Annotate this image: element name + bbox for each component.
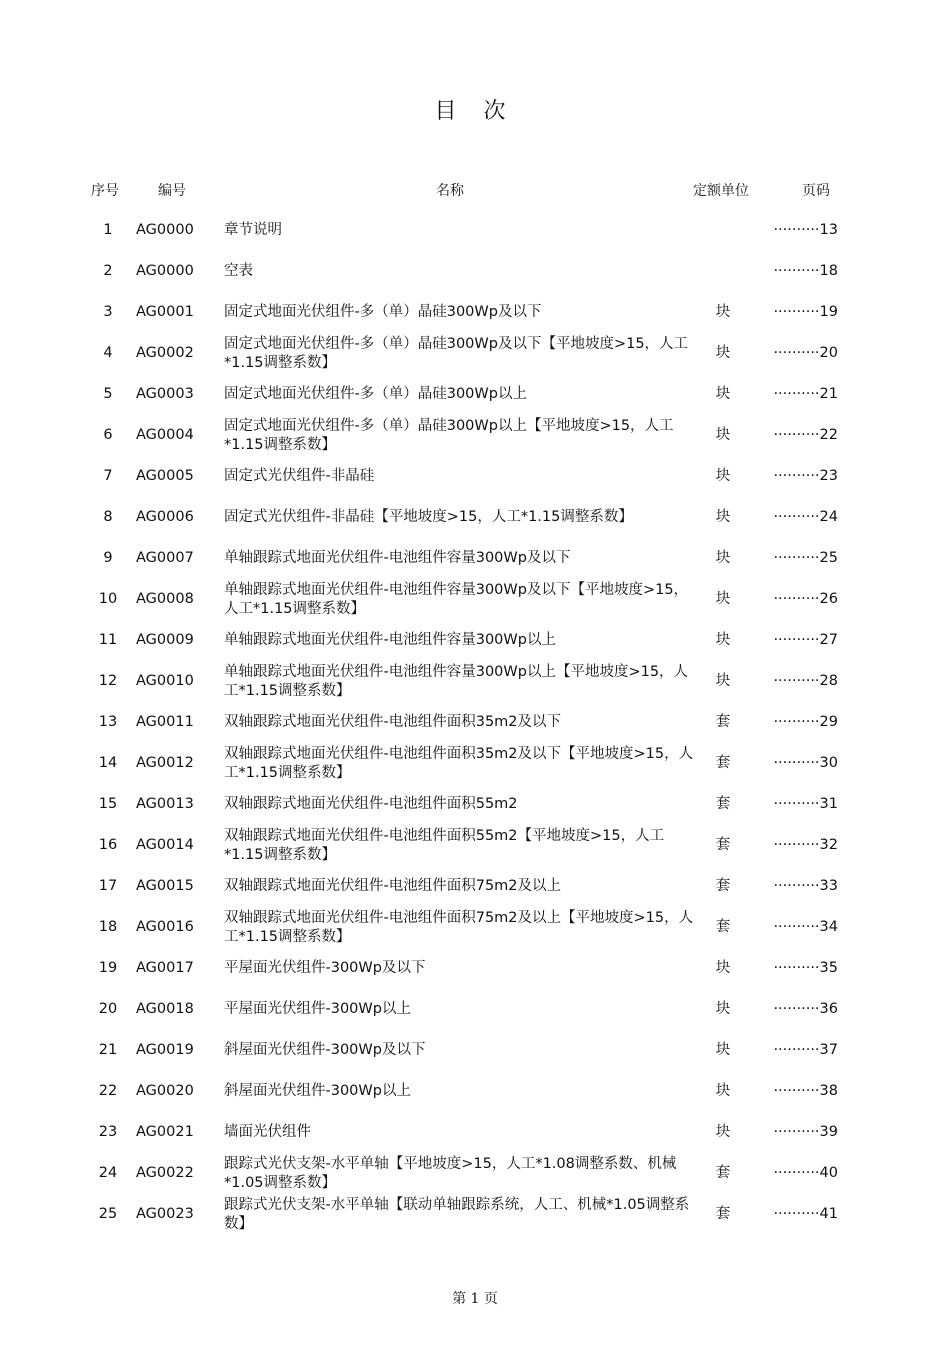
row-seq: 15 [98,796,118,812]
row-name: 固定式地面光伏组件-多（单）晶硅300Wp以上【平地坡度>15，人工*1.15调整系数】 [224,417,674,453]
row-unit: 块 [715,591,731,607]
row-name: 单轴跟踪式地面光伏组件-电池组件容量300Wp及以下【平地坡度>15，人工*1.15调整系数】 [224,581,689,617]
row-page: ··········32 [773,837,838,853]
row-page: ··········24 [773,509,838,525]
header-page: 页码 [802,183,830,199]
row-unit: 块 [715,1001,731,1017]
row-name: 单轴跟踪式地面光伏组件-电池组件容量300Wp以上【平地坡度>15，人工*1.15调整系数】 [224,663,689,699]
row-page: ··········21 [773,386,838,402]
row-name: 平屋面光伏组件-300Wp及以下 [224,960,426,976]
table-row[interactable] [88,1030,838,1071]
table-row[interactable] [88,784,838,825]
row-code: AG0021 [136,1124,194,1140]
table-row[interactable] [88,620,838,661]
row-seq: 13 [98,714,118,730]
row-code: AG0004 [136,427,194,443]
row-unit: 块 [715,673,731,689]
row-code: AG0019 [136,1042,194,1058]
row-name: 单轴跟踪式地面光伏组件-电池组件容量300Wp以上 [224,632,556,648]
row-unit: 块 [715,550,731,566]
table-row[interactable] [88,702,838,743]
row-seq: 8 [103,509,113,525]
row-name: 单轴跟踪式地面光伏组件-电池组件容量300Wp及以下 [224,550,571,566]
table-row[interactable] [88,907,838,948]
row-code: AG0012 [136,755,194,771]
row-name: 固定式地面光伏组件-多（单）晶硅300Wp及以下【平地坡度>15，人工*1.15调整系数】 [224,335,689,371]
row-unit: 套 [715,919,731,935]
page-title: 目 次 [434,99,516,124]
row-unit: 套 [715,837,731,853]
row-code: AG0001 [136,304,194,320]
row-code: AG0020 [136,1083,194,1099]
row-seq: 18 [98,919,118,935]
row-seq: 25 [98,1206,118,1222]
row-name: 双轴跟踪式地面光伏组件-电池组件面积35m2及以下 [224,714,562,730]
table-row[interactable] [88,415,838,456]
row-name: 固定式地面光伏组件-多（单）晶硅300Wp及以下 [224,304,542,320]
row-page: ··········41 [773,1206,838,1222]
row-page: ··········37 [773,1042,838,1058]
row-unit: 块 [715,632,731,648]
row-seq: 19 [98,960,118,976]
row-seq: 23 [98,1124,118,1140]
table-row[interactable] [88,1071,838,1112]
row-code: AG0009 [136,632,194,648]
row-page: ··········23 [773,468,838,484]
row-code: AG0000 [136,263,194,279]
row-name: 平屋面光伏组件-300Wp以上 [224,1001,411,1017]
table-row[interactable] [88,456,838,497]
table-row[interactable] [88,825,838,866]
row-page: ··········22 [773,427,838,443]
table-row[interactable] [88,579,838,620]
row-seq: 1 [103,222,113,238]
row-code: AG0008 [136,591,194,607]
row-unit: 套 [715,1165,731,1181]
row-unit: 套 [715,755,731,771]
row-code: AG0006 [136,509,194,525]
row-seq: 17 [98,878,118,894]
row-seq: 16 [98,837,118,853]
table-row[interactable] [88,866,838,907]
row-page: ··········27 [773,632,838,648]
table-header [0,180,950,202]
row-page: ··········38 [773,1083,838,1099]
row-page: ··········20 [773,345,838,361]
row-unit: 块 [715,960,731,976]
row-code: AG0002 [136,345,194,361]
row-name: 章节说明 [224,222,282,238]
row-code: AG0023 [136,1206,194,1222]
row-unit: 块 [715,345,731,361]
table-row[interactable] [88,948,838,989]
table-row[interactable] [88,743,838,784]
row-name: 跟踪式光伏支架-水平单轴【平地坡度>15，人工*1.08调整系数、机械*1.05调整系数】 [224,1155,677,1191]
toc-table [88,210,838,1235]
row-unit: 套 [715,1206,731,1222]
table-row[interactable] [88,251,838,292]
row-code: AG0022 [136,1165,194,1181]
row-unit: 套 [715,878,731,894]
table-row[interactable] [88,1153,838,1194]
row-code: AG0003 [136,386,194,402]
table-row[interactable] [88,292,838,333]
row-name: 固定式光伏组件-非晶硅 [224,468,375,484]
row-name: 双轴跟踪式地面光伏组件-电池组件面积75m2及以上【平地坡度>15，人工*1.15调整系数】 [224,909,694,945]
row-name: 双轴跟踪式地面光伏组件-电池组件面积35m2及以下【平地坡度>15，人工*1.15调整系数】 [224,745,694,781]
header-unit: 定额单位 [693,183,749,199]
row-unit: 块 [715,1124,731,1140]
row-code: AG0010 [136,673,194,689]
row-seq: 11 [98,632,118,648]
row-page: ··········26 [773,591,838,607]
row-seq: 20 [98,1001,118,1017]
row-code: AG0007 [136,550,194,566]
row-unit: 块 [715,468,731,484]
row-code: AG0005 [136,468,194,484]
row-page: ··········29 [773,714,838,730]
row-code: AG0017 [136,960,194,976]
row-name: 固定式光伏组件-非晶硅【平地坡度>15，人工*1.15调整系数】 [224,509,633,525]
row-seq: 3 [103,304,113,320]
header-name: 名称 [436,183,464,199]
row-seq: 5 [103,386,113,402]
row-name: 斜屋面光伏组件-300Wp以上 [224,1083,411,1099]
row-page: ··········28 [773,673,838,689]
row-unit [698,210,748,251]
row-unit: 块 [715,509,731,525]
row-code: AG0014 [136,837,194,853]
row-seq: 9 [103,550,113,566]
header-seq: 序号 [91,183,119,199]
row-unit [698,251,748,292]
row-page: ··········33 [773,878,838,894]
row-page: ··········19 [773,304,838,320]
row-seq: 12 [98,673,118,689]
page-number: 第 1 页 [452,1291,498,1307]
row-seq: 4 [103,345,113,361]
row-name: 双轴跟踪式地面光伏组件-电池组件面积75m2及以上 [224,878,562,894]
row-code: AG0016 [136,919,194,935]
row-unit: 块 [715,1042,731,1058]
row-unit: 块 [715,1083,731,1099]
row-page: ··········36 [773,1001,838,1017]
row-name: 跟踪式光伏支架-水平单轴【联动单轴跟踪系统，人工、机械*1.05调整系数】 [224,1196,690,1232]
row-seq: 10 [98,591,118,607]
table-row[interactable] [88,989,838,1030]
row-page: ··········13 [773,222,838,238]
table-row[interactable] [88,497,838,538]
table-row[interactable] [88,1194,838,1235]
row-page: ··········35 [773,960,838,976]
table-row[interactable] [88,538,838,579]
row-code: AG0018 [136,1001,194,1017]
table-row[interactable] [88,661,838,702]
row-unit: 套 [715,796,731,812]
table-row[interactable] [88,374,838,415]
row-name: 空表 [224,263,253,279]
row-name: 固定式地面光伏组件-多（单）晶硅300Wp以上 [224,386,527,402]
row-unit: 块 [715,304,731,320]
table-row[interactable] [88,333,838,374]
toc-body [88,210,838,1235]
row-seq: 14 [98,755,118,771]
row-seq: 6 [103,427,113,443]
row-name: 墙面光伏组件 [224,1124,311,1140]
row-code: AG0000 [136,222,194,238]
row-unit: 套 [715,714,731,730]
row-page: ··········40 [773,1165,838,1181]
row-name: 斜屋面光伏组件-300Wp及以下 [224,1042,426,1058]
row-page: ··········18 [773,263,838,279]
row-page: ··········34 [773,919,838,935]
row-page: ··········25 [773,550,838,566]
row-seq: 21 [98,1042,118,1058]
row-unit: 块 [715,386,731,402]
row-page: ··········31 [773,796,838,812]
row-code: AG0015 [136,878,194,894]
row-code: AG0013 [136,796,194,812]
table-row[interactable] [88,1112,838,1153]
table-row[interactable] [88,210,838,251]
row-unit: 块 [715,427,731,443]
header-code: 编号 [158,183,186,199]
row-page: ··········39 [773,1124,838,1140]
row-name: 双轴跟踪式地面光伏组件-电池组件面积55m2 [224,796,518,812]
row-name: 双轴跟踪式地面光伏组件-电池组件面积55m2【平地坡度>15，人工*1.15调整系数】 [224,827,665,863]
row-seq: 2 [103,263,113,279]
row-seq: 7 [103,468,113,484]
row-seq: 24 [98,1165,118,1181]
row-seq: 22 [98,1083,118,1099]
row-code: AG0011 [136,714,194,730]
row-page: ··········30 [773,755,838,771]
